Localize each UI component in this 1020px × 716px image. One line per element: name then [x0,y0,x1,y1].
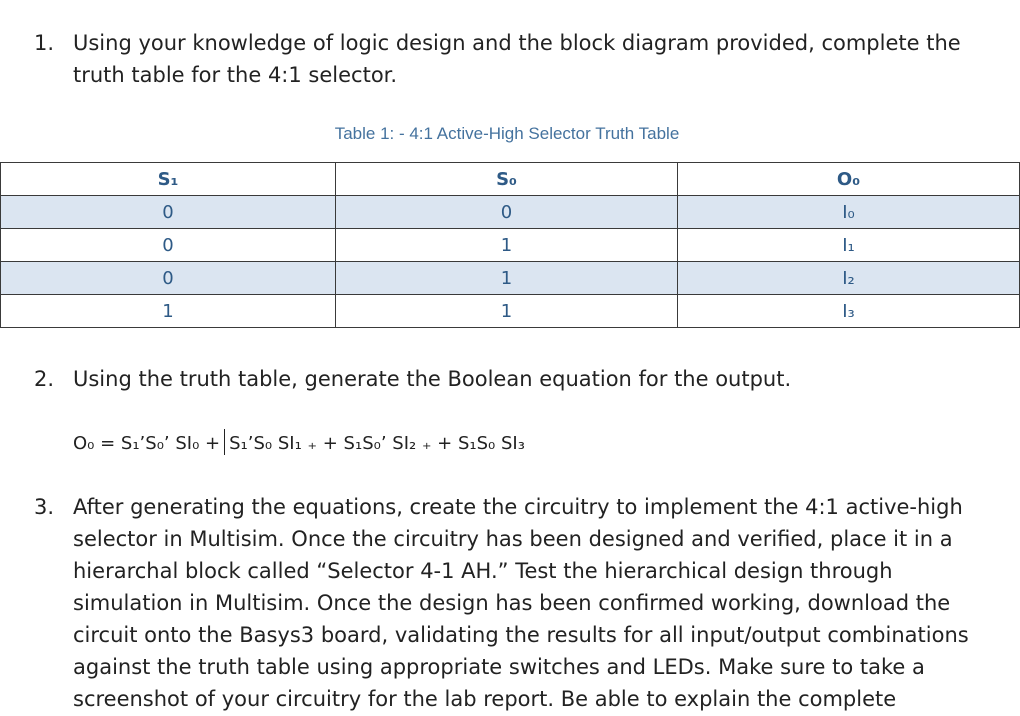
text-cursor [224,429,225,455]
cell-s1: 0 [1,262,336,295]
cell-o0: I₁ [678,229,1020,262]
question-1-number: 1. [34,31,55,55]
cell-s0: 1 [336,295,678,328]
question-3 [34,491,994,715]
table-row [1,229,1020,262]
table-row [1,196,1020,229]
cell-s0: 1 [336,262,678,295]
table-header-row [1,163,1020,196]
question-3-number: 3. [34,495,55,519]
question-1 [34,27,994,91]
equation-part-2: S₁’S₀ SI₁ ₊ + S₁S₀’ SI₂ ₊ + S₁S₀ SI₃ [229,433,525,454]
question-3-text: After generating the equations, create the circuitry to implement the 4:1 active-high selector in Multisim. Once the circuitry has been designed and verified, place it in a hierarchal block called “Selector 4-1 AH.” Test the hierarchical design through simulation in Multisim. Once the design has been confirmed working, download the circuit onto the Basys3 board, validating the results for all input/output combinations against the truth table using appropriate switches and LEDs. Make sure to take a screenshot of your circuitry for the lab report. Be able to explain the complete [73,495,969,711]
cell-s0: 1 [336,229,678,262]
cell-s0: 0 [336,196,678,229]
header-s0: S₀ [336,163,678,196]
cell-o0: I₂ [678,262,1020,295]
cell-s1: 0 [1,196,336,229]
header-s1: S₁ [1,163,336,196]
header-o0: O₀ [678,163,1020,196]
cell-o0: I₃ [678,295,1020,328]
cell-s1: 1 [1,295,336,328]
table-caption: Table 1: - 4:1 Active-High Selector Truth Table [334,124,680,143]
question-1-text: Using your knowledge of logic design and the block diagram provided, complete the truth table for the 4:1 selector. [73,31,961,87]
cell-s1: 0 [1,229,336,262]
boolean-equation [73,429,525,459]
cell-o0: I₀ [678,196,1020,229]
truth-table [0,162,1020,328]
table-row [1,295,1020,328]
question-2 [34,363,994,395]
table-row [1,262,1020,295]
question-2-number: 2. [34,367,55,391]
question-2-text: Using the truth table, generate the Boolean equation for the output. [73,367,792,391]
equation-part-1: O₀ = S₁’S₀’ SI₀ + [73,433,221,454]
